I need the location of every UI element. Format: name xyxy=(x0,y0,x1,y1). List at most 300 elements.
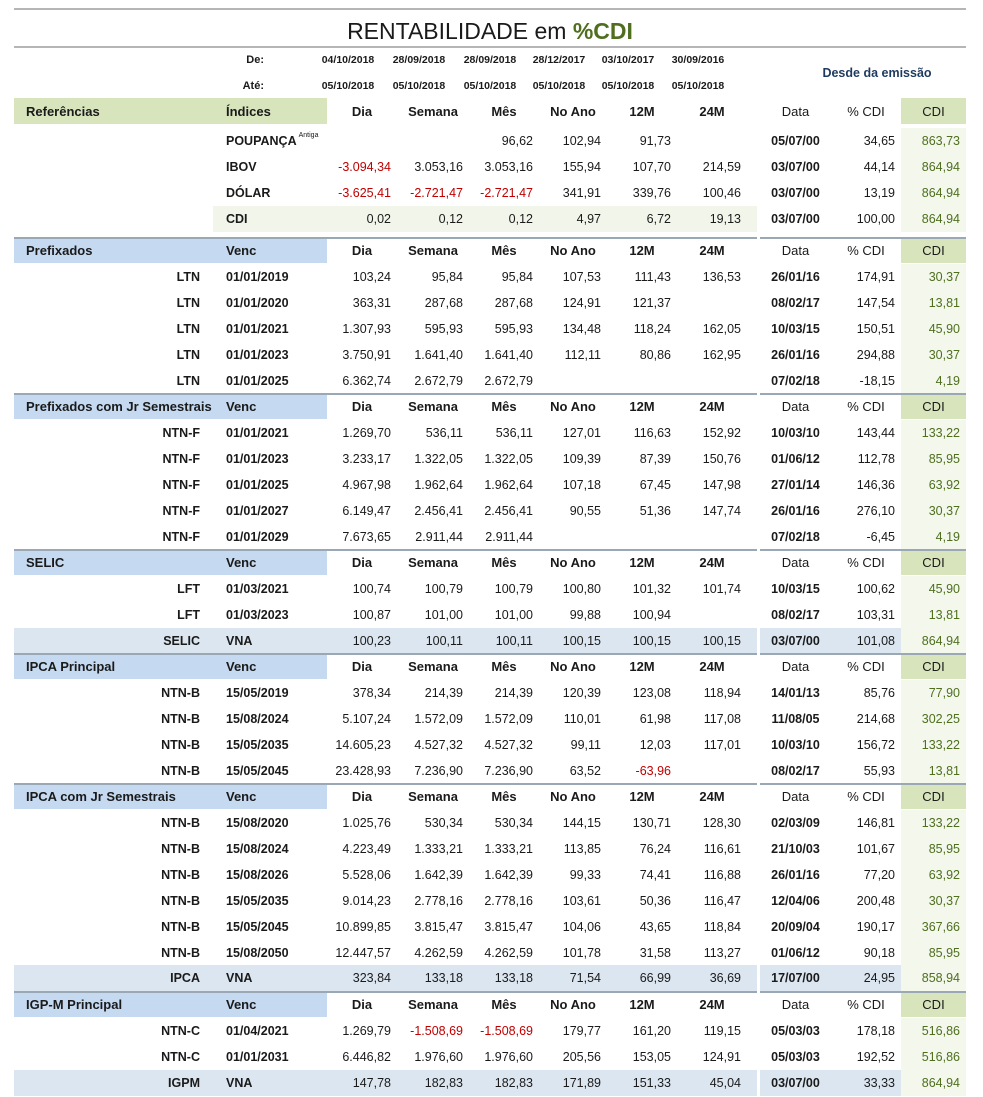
section-header xyxy=(14,653,966,679)
value-mes: 2.672,79 xyxy=(484,373,533,388)
value-mes: 133,18 xyxy=(494,971,533,986)
section-header xyxy=(14,549,966,575)
value-mes: 1.572,09 xyxy=(484,711,533,726)
security-name: NTN-F xyxy=(162,477,200,492)
pct-cdi-value: 34,65 xyxy=(863,134,895,148)
value-dia: 363,31 xyxy=(352,295,391,310)
value-m24: 162,05 xyxy=(702,321,741,336)
pct-cdi-value: 44,14 xyxy=(863,159,895,174)
value-m24: 124,91 xyxy=(702,1049,741,1064)
maturity: VNA xyxy=(226,971,253,986)
cdi-value: 13,81 xyxy=(928,295,960,310)
col-header-mes: Mês xyxy=(491,103,517,119)
pct-cdi-value: 156,72 xyxy=(856,737,895,752)
pct-cdi-value: 192,52 xyxy=(856,1049,895,1064)
value-m12: 12,03 xyxy=(639,737,671,752)
section-name: Referências xyxy=(26,103,100,119)
cdi-value: 30,37 xyxy=(928,893,960,908)
value-no_ano: 341,91 xyxy=(562,185,601,200)
maturity: 01/01/2027 xyxy=(226,503,289,518)
maturity: 01/01/2031 xyxy=(226,1049,289,1064)
value-mes: 2.911,44 xyxy=(485,529,533,544)
value-mes: 4.527,32 xyxy=(484,737,533,752)
section-header xyxy=(14,783,966,809)
value-semana: 1.333,21 xyxy=(414,841,463,856)
table-row xyxy=(14,264,966,290)
value-mes: 7.236,90 xyxy=(484,763,533,778)
maturity: POUPANÇA Antiga xyxy=(226,132,319,148)
security-name xyxy=(104,180,206,206)
value-mes: 2.456,41 xyxy=(484,503,533,518)
value-no_ano: 144,15 xyxy=(562,816,601,830)
value-m12: 111,43 xyxy=(634,270,671,284)
cdi-value: 858,94 xyxy=(921,971,960,986)
value-m24: 117,08 xyxy=(703,711,741,726)
security-name: IGPM xyxy=(168,1075,200,1090)
maturity: 15/05/2019 xyxy=(226,686,289,700)
maturity: 15/08/2024 xyxy=(226,841,289,856)
table-row xyxy=(14,732,966,758)
security-name: NTN-F xyxy=(162,451,200,466)
cdi-value: 30,37 xyxy=(928,503,960,518)
value-m24: 150,76 xyxy=(702,451,741,466)
value-no_ano: 63,52 xyxy=(569,763,601,778)
security-name xyxy=(104,206,206,232)
value-no_ano: 4,97 xyxy=(576,211,601,226)
section-name: SELIC xyxy=(26,554,65,570)
value-no_ano: 112,11 xyxy=(564,347,601,362)
maturity: 01/04/2021 xyxy=(226,1024,289,1038)
value-dia: 4.223,49 xyxy=(342,841,391,856)
value-mes: 3.815,47 xyxy=(484,919,533,934)
value-m24: 118,94 xyxy=(703,686,741,700)
value-semana: 4.262,59 xyxy=(414,945,463,960)
value-dia: 323,84 xyxy=(352,971,391,986)
cdi-value: 516,86 xyxy=(921,1024,960,1038)
pct-cdi-value: 294,88 xyxy=(856,347,895,362)
security-name: NTN-B xyxy=(161,816,200,830)
issue-date: 14/01/13 xyxy=(771,686,820,700)
cdi-value: 133,22 xyxy=(921,816,960,830)
value-m24: 116,61 xyxy=(703,841,741,856)
value-m12: 76,24 xyxy=(639,841,671,856)
table-row xyxy=(14,1018,966,1044)
maturity: VNA xyxy=(226,633,253,648)
section-header xyxy=(14,393,966,419)
table-row xyxy=(14,1070,966,1096)
pct-cdi-value: 24,95 xyxy=(863,971,895,986)
value-dia: 6.446,82 xyxy=(342,1049,391,1064)
value-m12 xyxy=(607,524,677,550)
value-mes: -2.721,47 xyxy=(480,185,533,200)
value-semana: 182,83 xyxy=(424,1075,463,1090)
col-header-mes: Mês xyxy=(491,658,517,674)
value-dia: 3.750,91 xyxy=(342,347,391,362)
cdi-value: 4,19 xyxy=(935,373,960,388)
security-name xyxy=(104,128,206,154)
value-semana: 530,34 xyxy=(424,816,463,830)
issue-date: 05/07/00 xyxy=(771,134,820,148)
issue-date: 08/02/17 xyxy=(771,763,820,778)
page-title xyxy=(14,8,966,48)
col-header-pct-cdi: % CDI xyxy=(847,242,885,258)
value-m24: 101,74 xyxy=(702,582,741,596)
value-mes: 96,62 xyxy=(501,134,533,148)
value-no_ano: 71,54 xyxy=(569,971,601,986)
value-m24: 128,30 xyxy=(702,816,741,830)
value-m12: 74,41 xyxy=(639,867,671,882)
value-dia: 12.447,57 xyxy=(335,945,391,960)
value-m24: 36,69 xyxy=(709,971,741,986)
table-row xyxy=(14,628,966,654)
maturity: 01/01/2021 xyxy=(226,426,289,440)
ate-date: 05/10/2018 xyxy=(463,80,517,92)
value-dia: 9.014,23 xyxy=(342,893,391,908)
de-date: 28/09/2018 xyxy=(392,54,446,66)
value-mes: 1.333,21 xyxy=(484,841,533,856)
value-no_ano: 109,39 xyxy=(562,451,601,466)
col-header-semana: Semana xyxy=(408,103,458,119)
col-header-no_ano: No Ano xyxy=(550,996,596,1012)
value-dia: -3.625,41 xyxy=(338,185,391,200)
value-m24 xyxy=(677,524,747,550)
col-header-cdi: CDI xyxy=(922,242,945,258)
value-no_ano: 205,56 xyxy=(562,1049,601,1064)
value-dia: 23.428,93 xyxy=(335,763,391,778)
security-name: NTN-B xyxy=(161,763,200,778)
issue-date: 03/07/00 xyxy=(771,159,820,174)
value-m24: 147,74 xyxy=(702,503,741,518)
venc-header: Índices xyxy=(226,103,271,119)
security-name: NTN-B xyxy=(161,919,200,934)
table-row xyxy=(14,836,966,862)
value-dia: 10.899,85 xyxy=(335,919,391,934)
pct-cdi-value: 150,51 xyxy=(856,321,895,336)
table-row xyxy=(14,914,966,940)
value-m24 xyxy=(677,368,747,394)
issue-date: 08/02/17 xyxy=(771,295,820,310)
maturity: CDI xyxy=(226,211,248,226)
value-m12: 51,36 xyxy=(639,503,671,518)
value-m12: 43,65 xyxy=(639,919,671,934)
section-name: IGP-M Principal xyxy=(26,996,123,1012)
col-header-dia: Dia xyxy=(351,788,373,804)
value-no_ano: 110,01 xyxy=(563,711,601,726)
col-header-semana: Semana xyxy=(408,658,458,674)
col-header-semana: Semana xyxy=(408,554,458,570)
de-date: 30/09/2016 xyxy=(671,54,725,66)
pct-cdi-value: 101,08 xyxy=(856,633,895,648)
issue-date: 10/03/10 xyxy=(771,737,820,752)
value-mes: 1.642,39 xyxy=(484,867,533,882)
col-header-cdi: CDI xyxy=(922,658,945,674)
value-no_ano: 99,11 xyxy=(570,737,601,752)
value-dia: 100,74 xyxy=(352,582,391,596)
col-header-data: Data xyxy=(781,658,810,674)
value-no_ano: 113,85 xyxy=(563,841,601,856)
value-m12: 100,15 xyxy=(632,633,671,648)
cdi-value: 133,22 xyxy=(921,737,960,752)
value-mes: 101,00 xyxy=(494,607,533,622)
value-semana: 100,79 xyxy=(424,582,463,596)
value-m12: 121,37 xyxy=(632,295,671,310)
value-dia: 14.605,23 xyxy=(335,737,391,752)
pct-cdi-value: 146,81 xyxy=(856,816,895,830)
col-header-data: Data xyxy=(781,996,810,1012)
title-prefix: RENTABILIDADE em xyxy=(347,18,573,44)
maturity: 15/08/2050 xyxy=(226,945,289,960)
value-semana xyxy=(397,128,469,154)
issue-date: 01/06/12 xyxy=(771,451,820,466)
col-header-dia: Dia xyxy=(351,996,373,1012)
pct-cdi-value: 33,33 xyxy=(863,1075,895,1090)
value-m24: 117,01 xyxy=(703,737,741,752)
table-row xyxy=(14,940,966,966)
col-header-m12: 12M xyxy=(629,996,655,1012)
col-header-no_ano: No Ano xyxy=(550,398,596,414)
value-m12: 87,39 xyxy=(639,451,671,466)
cdi-value: 85,95 xyxy=(928,841,960,856)
value-mes: 3.053,16 xyxy=(484,159,533,174)
table-row xyxy=(14,602,966,628)
issue-date: 03/07/00 xyxy=(771,1075,820,1090)
security-name: NTN-B xyxy=(161,893,200,908)
pct-cdi-value: 13,19 xyxy=(863,185,895,200)
value-semana: 1.641,40 xyxy=(414,347,463,362)
col-header-m24: 24M xyxy=(699,996,725,1012)
value-m12: 116,63 xyxy=(633,426,671,440)
col-header-dia: Dia xyxy=(351,242,373,258)
value-semana: 95,84 xyxy=(431,270,463,284)
value-semana: 2.672,79 xyxy=(414,373,463,388)
pct-cdi-value: 190,17 xyxy=(856,919,895,934)
venc-header: Venc xyxy=(226,554,257,570)
value-m12: 118,24 xyxy=(633,321,671,336)
value-m24 xyxy=(677,758,747,784)
issue-date: 08/02/17 xyxy=(771,607,820,622)
value-dia: 3.233,17 xyxy=(342,451,391,466)
value-dia: -3.094,34 xyxy=(338,159,391,174)
maturity: 01/01/2029 xyxy=(226,529,289,544)
value-mes: 214,39 xyxy=(494,686,533,700)
table-row xyxy=(14,342,966,368)
value-no_ano xyxy=(539,368,607,394)
value-dia: 103,24 xyxy=(352,270,391,284)
value-dia: 378,34 xyxy=(352,686,391,700)
ate-date: 05/10/2018 xyxy=(671,80,725,92)
de-date: 04/10/2018 xyxy=(321,54,375,66)
issue-date: 05/03/03 xyxy=(771,1049,820,1064)
col-header-semana: Semana xyxy=(408,242,458,258)
col-header-no_ano: No Ano xyxy=(550,103,596,119)
maturity: 15/05/2035 xyxy=(226,893,289,908)
value-no_ano: 103,61 xyxy=(562,893,601,908)
ate-date: 05/10/2018 xyxy=(321,80,375,92)
pct-cdi-value: -6,45 xyxy=(866,529,895,544)
value-semana: 536,11 xyxy=(425,426,463,440)
pct-cdi-value: 146,36 xyxy=(856,477,895,492)
value-mes: 287,68 xyxy=(494,295,533,310)
value-no_ano: 100,15 xyxy=(562,633,601,648)
pct-cdi-value: 276,10 xyxy=(856,503,895,518)
table-row xyxy=(14,680,966,706)
value-m12: 61,98 xyxy=(639,711,671,726)
col-header-mes: Mês xyxy=(491,554,517,570)
value-dia: 1.269,79 xyxy=(342,1024,391,1038)
cdi-value: 4,19 xyxy=(935,529,960,544)
value-no_ano: 107,53 xyxy=(562,270,601,284)
table-row xyxy=(14,862,966,888)
ate-date: 05/10/2018 xyxy=(601,80,655,92)
table-row xyxy=(14,706,966,732)
table-row xyxy=(14,576,966,602)
value-m24 xyxy=(677,290,747,316)
maturity: 15/08/2020 xyxy=(226,816,289,830)
value-m24: 116,47 xyxy=(703,893,741,908)
value-dia: 0,02 xyxy=(366,211,391,226)
col-header-cdi: CDI xyxy=(922,103,945,119)
pct-cdi-value: 85,76 xyxy=(863,686,895,700)
maturity: 01/01/2020 xyxy=(226,295,289,310)
value-m12: 6,72 xyxy=(646,211,671,226)
security-name: LTN xyxy=(176,295,200,310)
col-header-m12: 12M xyxy=(629,398,655,414)
value-semana: 2.778,16 xyxy=(414,893,463,908)
value-mes: 4.262,59 xyxy=(484,945,533,960)
date-range-header xyxy=(14,48,966,96)
table-row xyxy=(14,316,966,342)
table-row xyxy=(14,810,966,836)
value-dia: 147,78 xyxy=(352,1075,391,1090)
pct-cdi-value: 101,67 xyxy=(856,841,895,856)
value-m12: 67,45 xyxy=(639,477,671,492)
maturity: IBOV xyxy=(226,159,257,174)
value-dia: 5.107,24 xyxy=(342,711,391,726)
value-no_ano: 179,77 xyxy=(562,1024,601,1038)
pct-cdi-value: 103,31 xyxy=(856,607,895,622)
col-header-m24: 24M xyxy=(699,242,725,258)
table-row xyxy=(14,290,966,316)
cdi-value: 30,37 xyxy=(928,270,960,284)
cdi-value: 85,95 xyxy=(928,945,960,960)
value-m12: 31,58 xyxy=(639,945,671,960)
de-label: De: xyxy=(246,54,264,66)
table-row xyxy=(14,965,966,991)
cdi-value: 864,94 xyxy=(921,159,960,174)
cdi-value: 864,94 xyxy=(921,633,960,648)
value-m12: 91,73 xyxy=(639,134,671,148)
maturity: 15/05/2045 xyxy=(226,763,289,778)
value-no_ano: 99,33 xyxy=(569,867,601,882)
col-header-cdi: CDI xyxy=(922,996,945,1012)
value-semana: 1.642,39 xyxy=(414,867,463,882)
security-name: NTN-F xyxy=(162,529,200,544)
pct-cdi-value: 90,18 xyxy=(863,945,895,960)
de-date: 28/09/2018 xyxy=(463,54,517,66)
table-row xyxy=(14,524,966,550)
maturity: 01/01/2019 xyxy=(226,270,289,284)
value-m12: 151,33 xyxy=(632,1075,671,1090)
col-header-mes: Mês xyxy=(491,996,517,1012)
col-header-data: Data xyxy=(781,242,810,258)
col-header-m24: 24M xyxy=(699,554,725,570)
security-name: NTN-B xyxy=(161,711,200,726)
cdi-value: 45,90 xyxy=(928,321,960,336)
value-mes: 1.322,05 xyxy=(484,451,533,466)
col-header-pct-cdi: % CDI xyxy=(847,398,885,414)
value-mes: 1.641,40 xyxy=(484,347,533,362)
value-semana: 1.322,05 xyxy=(414,451,463,466)
value-m24: 100,46 xyxy=(702,185,741,200)
security-name: LTN xyxy=(176,321,200,336)
maturity: 01/01/2023 xyxy=(226,451,289,466)
cdi-value: 302,25 xyxy=(921,711,960,726)
col-header-pct-cdi: % CDI xyxy=(847,103,885,119)
table-row xyxy=(14,472,966,498)
value-semana: 1.572,09 xyxy=(414,711,463,726)
col-header-pct-cdi: % CDI xyxy=(847,554,885,570)
security-name: SELIC xyxy=(163,633,200,648)
col-header-semana: Semana xyxy=(408,398,458,414)
table-row xyxy=(14,888,966,914)
pct-cdi-value: 147,54 xyxy=(856,295,895,310)
issue-date: 27/01/14 xyxy=(771,477,820,492)
section-name: Prefixados com Jr Semestrais xyxy=(26,398,212,414)
maturity: 01/01/2021 xyxy=(226,321,289,336)
section-name: IPCA com Jr Semestrais xyxy=(26,788,176,804)
maturity: 15/05/2035 xyxy=(226,737,289,752)
value-m24: 19,13 xyxy=(709,211,741,226)
value-no_ano: 134,48 xyxy=(562,321,601,336)
col-header-dia: Dia xyxy=(351,554,373,570)
table-row xyxy=(14,154,966,180)
pct-cdi-value: 174,91 xyxy=(856,270,895,284)
value-mes: 100,79 xyxy=(494,582,533,596)
pct-cdi-value: 100,62 xyxy=(856,582,895,596)
venc-header: Venc xyxy=(226,658,257,674)
value-no_ano: 99,88 xyxy=(569,607,601,622)
cdi-value: 863,73 xyxy=(921,134,960,148)
maturity: 01/01/2025 xyxy=(226,477,289,492)
value-no_ano: 100,80 xyxy=(562,582,601,596)
pct-cdi-value: 112,78 xyxy=(857,451,895,466)
issue-date: 11/08/05 xyxy=(771,711,820,726)
pct-cdi-value: 100,00 xyxy=(856,211,895,226)
value-dia: 7.673,65 xyxy=(342,529,391,544)
issue-date: 07/02/18 xyxy=(771,529,820,544)
col-header-m12: 12M xyxy=(629,554,655,570)
cdi-value: 63,92 xyxy=(928,867,960,882)
title-accent: %CDI xyxy=(572,18,633,44)
value-mes: -1.508,69 xyxy=(480,1024,533,1038)
issue-date: 26/01/16 xyxy=(771,503,820,518)
value-dia: 5.528,06 xyxy=(342,867,391,882)
value-mes: 95,84 xyxy=(501,270,533,284)
table-row xyxy=(14,368,966,394)
value-semana: 2.456,41 xyxy=(414,503,463,518)
issue-date: 10/03/10 xyxy=(771,426,820,440)
value-m12: -63,96 xyxy=(635,763,671,778)
value-m12: 153,05 xyxy=(632,1049,671,1064)
col-header-m24: 24M xyxy=(699,658,725,674)
issue-date: 01/06/12 xyxy=(771,945,820,960)
value-semana: 0,12 xyxy=(438,211,463,226)
cdi-value: 85,95 xyxy=(928,451,960,466)
issue-date: 20/09/04 xyxy=(771,919,820,934)
pct-cdi-value: -18,15 xyxy=(859,373,895,388)
maturity: DÓLAR xyxy=(226,185,271,200)
col-header-no_ano: No Ano xyxy=(550,554,596,570)
